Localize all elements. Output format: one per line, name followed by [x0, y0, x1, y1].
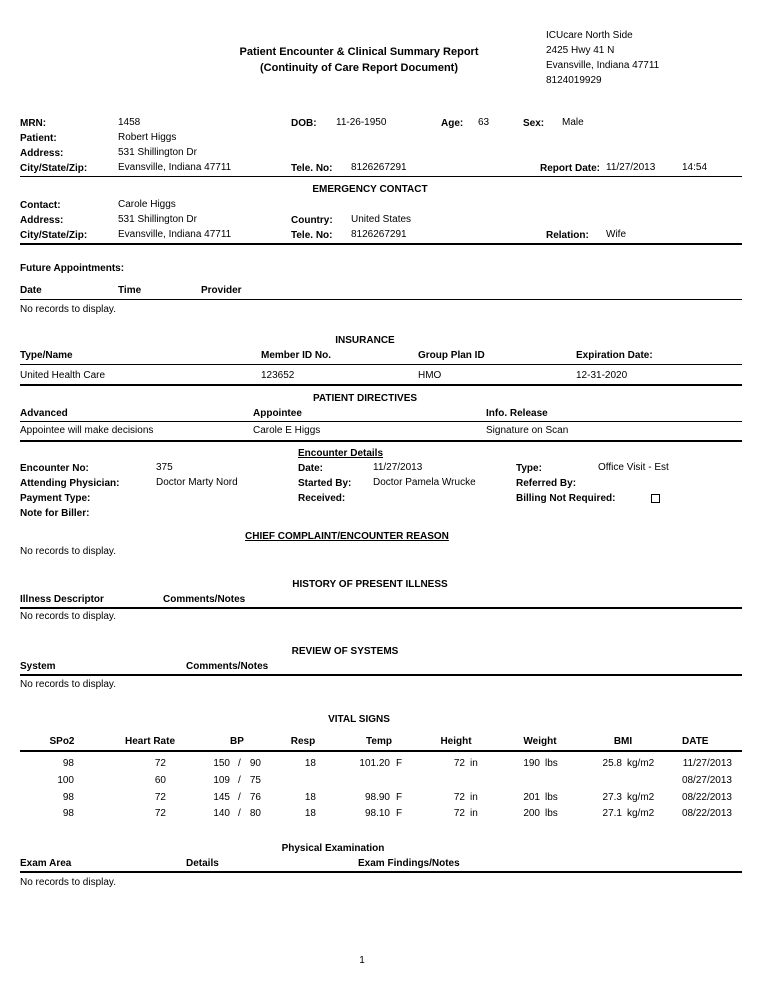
relation-label: Relation:: [546, 230, 589, 241]
insurance-col-expiration: Expiration Date:: [576, 350, 653, 361]
vitals-temp-unit: F: [396, 808, 403, 819]
vitals-bp-diastolic: 90: [249, 758, 261, 769]
country-label: Country:: [291, 215, 333, 226]
insurance-heading: INSURANCE: [335, 335, 395, 346]
ros-empty: No records to display.: [20, 679, 116, 690]
vitals-heart-rate: 72: [154, 758, 166, 769]
hpi-heading: HISTORY OF PRESENT ILLNESS: [292, 579, 448, 590]
encounter-type: Office Visit - Est: [598, 462, 669, 473]
directive-advanced: Appointee will make decisions: [20, 425, 154, 436]
divider: [20, 750, 742, 752]
insurance-col-type: Type/Name: [20, 350, 73, 361]
referred-by-label: Referred By:: [516, 478, 577, 489]
vitals-bmi: 27.1: [602, 808, 622, 819]
vitals-resp: 18: [304, 792, 316, 803]
report-title: Patient Encounter & Clinical Summary Report: [239, 46, 479, 58]
vitals-bp-separator: /: [238, 792, 241, 803]
divider: [20, 364, 742, 365]
insurance-expiration: 12-31-2020: [576, 370, 628, 381]
exam-col-findings: Exam Findings/Notes: [358, 858, 460, 869]
vitals-heart-rate: 60: [154, 775, 166, 786]
vitals-bp-systolic: 109: [213, 775, 230, 786]
vitals-bp-diastolic: 75: [249, 775, 261, 786]
divider: [20, 674, 742, 676]
encounter-date-label: Date:: [298, 463, 324, 474]
vitals-height: 72: [453, 792, 465, 803]
hpi-col-comments: Comments/Notes: [163, 594, 246, 605]
encounter-no-label: Encounter No:: [20, 463, 89, 474]
encounter-type-label: Type:: [516, 463, 542, 474]
vitals-heart-rate: 72: [154, 808, 166, 819]
vitals-weight-unit: lbs: [545, 758, 558, 769]
insurance-member-id: 123652: [261, 370, 295, 381]
vitals-temp-unit: F: [396, 758, 403, 769]
contact-address: 531 Shillington Dr: [118, 214, 197, 225]
contact-label: Contact:: [20, 200, 61, 211]
vitals-spo2: 98: [62, 808, 74, 819]
chief-complaint-heading: CHIEF COMPLAINT/ENCOUNTER REASON: [245, 531, 449, 542]
contact-phone: 8126267291: [351, 229, 407, 240]
started-by-label: Started By:: [298, 478, 352, 489]
divider: [20, 384, 742, 386]
exam-heading: Physical Examination: [281, 843, 385, 854]
contact-city-label: City/State/Zip:: [20, 230, 88, 241]
vitals-col-spo2: SPo2: [49, 736, 75, 747]
vitals-col-bmi: BMI: [613, 736, 633, 747]
vitals-col-resp: Resp: [290, 736, 316, 747]
physician-label: Attending Physician:: [20, 478, 120, 489]
insurance-col-group: Group Plan ID: [418, 350, 485, 361]
directive-appointee: Carole E Higgs: [253, 425, 321, 436]
vitals-bp-systolic: 150: [213, 758, 230, 769]
divider: [20, 421, 742, 422]
vitals-weight-unit: lbs: [545, 808, 558, 819]
patient-name: Robert Higgs: [118, 132, 177, 143]
facility-street: 2425 Hwy 41 N: [546, 45, 615, 56]
vitals-heart-rate: 72: [154, 792, 166, 803]
vitals-bmi: 27.3: [602, 792, 622, 803]
billing-not-required-label: Billing Not Required:: [516, 493, 616, 504]
exam-empty: No records to display.: [20, 877, 116, 888]
ros-col-system: System: [20, 661, 56, 672]
insurance-group-id: HMO: [418, 370, 442, 381]
started-by: Doctor Pamela Wrucke: [373, 477, 476, 488]
vitals-col-temp: Temp: [366, 736, 392, 747]
vitals-temp: 98.90: [364, 792, 390, 803]
hpi-empty: No records to display.: [20, 611, 116, 622]
vitals-bp-diastolic: 80: [249, 808, 261, 819]
mrn-label: MRN:: [20, 118, 47, 129]
vitals-date: 08/22/2013: [681, 808, 732, 819]
divider: [20, 607, 742, 609]
address-label: Address:: [20, 148, 64, 159]
encounter-no: 375: [156, 462, 173, 473]
contact-relation: Wife: [606, 229, 626, 240]
billing-not-required-checkbox[interactable]: [651, 494, 660, 503]
vitals-bmi-unit: kg/m2: [627, 758, 655, 769]
mrn-value: 1458: [118, 117, 141, 128]
report-subtitle: (Continuity of Care Report Document): [260, 62, 458, 74]
attending-physician: Doctor Marty Nord: [156, 477, 238, 488]
vitals-weight: 201: [523, 792, 540, 803]
report-date-label: Report Date:: [540, 163, 601, 174]
biller-note-label: Note for Biller:: [20, 508, 90, 519]
patient-label: Patient:: [20, 133, 57, 144]
vitals-resp: 18: [304, 758, 316, 769]
insurance-type: United Health Care: [20, 370, 106, 381]
appointments-col-provider: Provider: [201, 285, 242, 296]
directives-col-advanced: Advanced: [20, 408, 68, 419]
facility-city: Evansville, Indiana 47711: [546, 60, 660, 71]
vitals-col-bp: BP: [230, 736, 244, 747]
chief-complaint-empty: No records to display.: [20, 546, 116, 557]
vitals-temp: 98.10: [364, 808, 390, 819]
vitals-weight: 190: [523, 758, 540, 769]
appointments-empty: No records to display.: [20, 304, 116, 315]
vitals-height: 72: [453, 758, 465, 769]
vitals-bmi-unit: kg/m2: [627, 792, 655, 803]
appointments-heading: Future Appointments:: [20, 263, 125, 274]
sex-label: Sex:: [523, 118, 545, 129]
vitals-bmi: 25.8: [602, 758, 622, 769]
directives-heading: PATIENT DIRECTIVES: [312, 393, 418, 404]
appointments-col-date: Date: [20, 285, 42, 296]
payment-type-label: Payment Type:: [20, 493, 91, 504]
facility-name: ICUcare North Side: [546, 30, 633, 41]
vitals-bp-systolic: 140: [213, 808, 230, 819]
sex-value: Male: [562, 117, 584, 128]
vitals-bp-separator: /: [238, 775, 241, 786]
vitals-temp: 101.20: [359, 758, 390, 769]
report-date: 11/27/2013: [606, 162, 656, 173]
vitals-date: 08/22/2013: [681, 792, 732, 803]
divider: [20, 176, 742, 177]
directives-col-appointee: Appointee: [253, 408, 302, 419]
age-label: Age:: [441, 118, 464, 129]
ros-col-comments: Comments/Notes: [186, 661, 269, 672]
vitals-heading: VITAL SIGNS: [328, 714, 390, 725]
vitals-col-height: Height: [440, 736, 472, 747]
divider: [20, 871, 742, 873]
vitals-resp: 18: [304, 808, 316, 819]
divider: [20, 299, 742, 300]
vitals-weight-unit: lbs: [545, 792, 558, 803]
hpi-col-descriptor: Illness Descriptor: [20, 594, 104, 605]
vitals-spo2: 100: [57, 775, 74, 786]
vitals-col-heart-rate: Heart Rate: [124, 736, 176, 747]
vitals-weight: 200: [523, 808, 540, 819]
vitals-temp-unit: F: [396, 792, 403, 803]
insurance-col-member: Member ID No.: [261, 350, 332, 361]
vitals-bp-separator: /: [238, 758, 241, 769]
vitals-bp-diastolic: 76: [249, 792, 261, 803]
vitals-height-unit: in: [470, 808, 478, 819]
facility-phone: 8124019929: [546, 75, 602, 86]
vitals-bp-systolic: 145: [213, 792, 230, 803]
contact-name: Carole Higgs: [118, 199, 176, 210]
divider: [20, 243, 742, 245]
divider: [20, 440, 742, 442]
page-number: 1: [359, 955, 365, 966]
dob-label: DOB:: [291, 118, 317, 129]
vitals-bmi-unit: kg/m2: [627, 808, 655, 819]
phone-label: Tele. No:: [291, 163, 333, 174]
city-label: City/State/Zip:: [20, 163, 88, 174]
age-value: 63: [478, 117, 490, 128]
contact-address-label: Address:: [20, 215, 64, 226]
patient-phone: 8126267291: [351, 162, 407, 173]
vitals-height: 72: [453, 808, 465, 819]
directive-release: Signature on Scan: [486, 425, 569, 436]
vitals-col-weight: Weight: [523, 736, 557, 747]
ros-heading: REVIEW OF SYSTEMS: [291, 646, 399, 657]
exam-col-details: Details: [186, 858, 219, 869]
vitals-spo2: 98: [62, 758, 74, 769]
report-time: 14:54: [682, 162, 708, 173]
vitals-date: 08/27/2013: [681, 775, 732, 786]
appointments-col-time: Time: [118, 285, 142, 296]
emergency-contact-heading: EMERGENCY CONTACT: [312, 184, 428, 195]
encounter-heading: Encounter Details: [298, 448, 384, 459]
vitals-spo2: 98: [62, 792, 74, 803]
vitals-height-unit: in: [470, 758, 478, 769]
vitals-bp-separator: /: [238, 808, 241, 819]
patient-city: Evansville, Indiana 47711: [118, 162, 232, 173]
contact-phone-label: Tele. No:: [291, 230, 333, 241]
vitals-col-date: DATE: [682, 736, 709, 747]
directives-col-release: Info. Release: [486, 408, 548, 419]
contact-country: United States: [351, 214, 412, 225]
encounter-date: 11/27/2013: [373, 462, 423, 473]
dob-value: 11-26-1950: [336, 117, 387, 128]
vitals-date: 11/27/2013: [682, 758, 732, 769]
patient-address: 531 Shillington Dr: [118, 147, 197, 158]
received-label: Received:: [298, 493, 346, 504]
contact-city: Evansville, Indiana 47711: [118, 229, 232, 240]
vitals-height-unit: in: [470, 792, 478, 803]
exam-col-area: Exam Area: [20, 858, 72, 869]
